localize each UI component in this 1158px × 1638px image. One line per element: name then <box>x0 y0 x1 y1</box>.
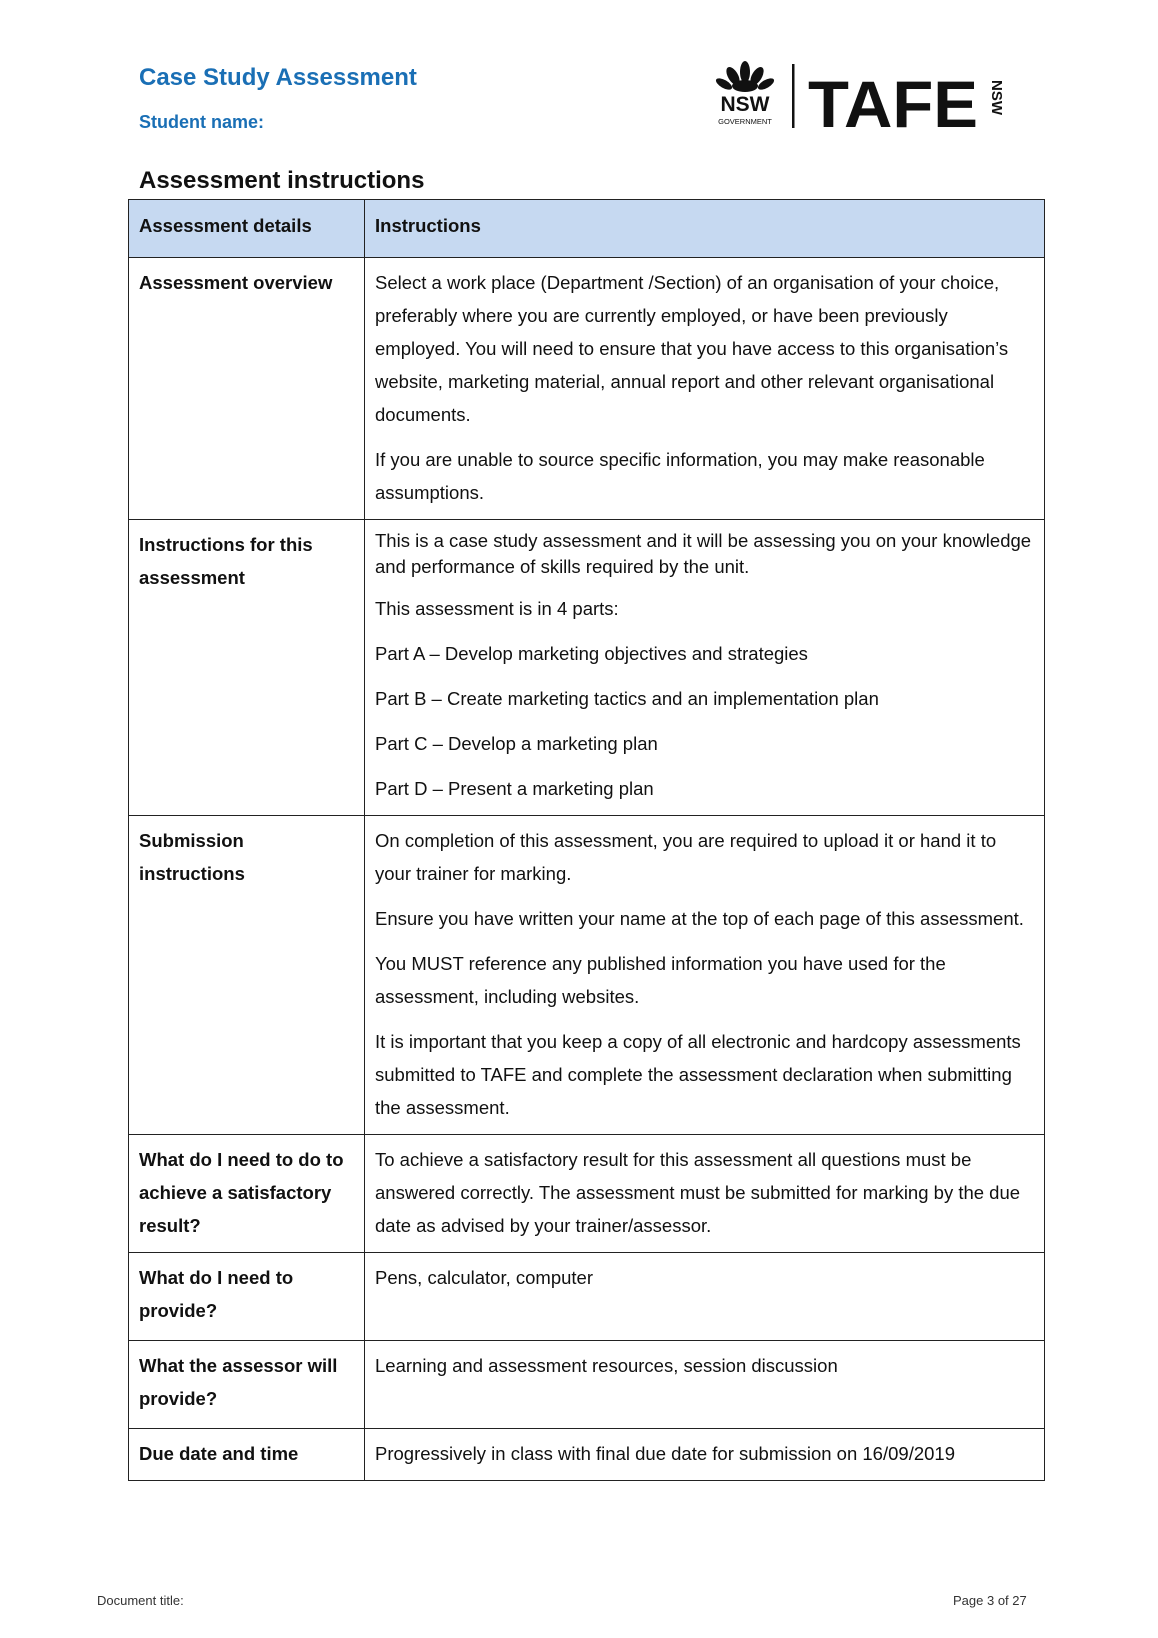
table-row <box>129 1341 1045 1429</box>
row-instructions <box>365 1135 1045 1253</box>
instruction-paragraph: This is a case study assessment and it will be assessing you on your knowledge and performance of skills required by the unit. <box>375 530 1032 577</box>
nsw-text: NSW <box>720 93 770 116</box>
row-label: What do I need to do to achieve a satisfactory result? <box>129 1135 365 1253</box>
row-instructions <box>365 816 1045 1135</box>
tafe-nsw-subtext: NSW <box>988 80 1005 115</box>
instruction-paragraph: Part D – Present a marketing plan <box>375 778 654 799</box>
instruction-paragraph: To achieve a satisfactory result for this assessment all questions must be answered correctly. The assessment must be submitted for marking by the due date as advised by your trainer/assessor. <box>375 1149 1021 1236</box>
table-row <box>129 258 1045 520</box>
nsw-tafe-logo <box>712 58 1022 138</box>
column-header: Assessment details <box>129 200 365 258</box>
row-label: What the assessor will provide? <box>129 1341 365 1429</box>
instruction-paragraph: Select a work place (Department /Section) of an organisation of your choice, preferably where you are currently employed, or have been previously employed. You will need to ensure that you have access to this organisation’s website, marketing material, annual report and other relevant organisational documents. <box>375 272 1009 425</box>
table-row <box>129 1135 1045 1253</box>
row-label: Instructions for this assessment <box>129 520 365 816</box>
table-row <box>129 1253 1045 1341</box>
footer-document-title: Document title: <box>97 1593 184 1608</box>
row-instructions <box>365 1429 1045 1481</box>
table-row <box>129 816 1045 1135</box>
row-label: Due date and time <box>129 1429 365 1481</box>
section-heading: Assessment instructions <box>139 167 425 194</box>
instruction-paragraph: Part B – Create marketing tactics and an implementation plan <box>375 688 879 709</box>
row-label: What do I need to provide? <box>129 1253 365 1341</box>
row-label: Submission instructions <box>129 816 365 1135</box>
row-instructions <box>365 1341 1045 1429</box>
column-header: Instructions <box>365 200 1045 258</box>
row-instructions <box>365 258 1045 520</box>
footer-page-number: Page 3 of 27 <box>953 1593 1027 1608</box>
instruction-paragraph: Part C – Develop a marketing plan <box>375 733 658 754</box>
student-name-label: Student name: <box>139 112 265 132</box>
tafe-text: TAFE <box>808 67 978 138</box>
instruction-paragraph: Learning and assessment resources, session discussion <box>375 1355 838 1376</box>
document-title: Case Study Assessment <box>139 64 417 91</box>
row-label: Assessment overview <box>129 258 365 520</box>
waratah-icon <box>714 61 776 92</box>
government-text: GOVERNMENT <box>718 117 772 126</box>
instruction-paragraph: It is important that you keep a copy of all electronic and hardcopy assessments submitted to TAFE and complete the assessment declaration when submitting the assessment. <box>375 1031 1021 1118</box>
instruction-paragraph: Ensure you have written your name at the top of each page of this assessment. <box>375 908 1024 929</box>
instruction-paragraph: You MUST reference any published information you have used for the assessment, including websites. <box>375 953 946 1007</box>
instruction-paragraph: Progressively in class with final due date for submission on 16/09/2019 <box>375 1443 955 1464</box>
row-instructions <box>365 520 1045 816</box>
instruction-paragraph: On completion of this assessment, you are required to upload it or hand it to your trainer for marking. <box>375 830 997 884</box>
instruction-paragraph: This assessment is in 4 parts: <box>375 598 619 619</box>
logo-divider <box>792 64 795 128</box>
table-header-row <box>129 200 1045 258</box>
row-instructions <box>365 1253 1045 1341</box>
instruction-paragraph: If you are unable to source specific information, you may make reasonable assumptions. <box>375 449 985 503</box>
instruction-paragraph: Pens, calculator, computer <box>375 1267 593 1288</box>
table-row <box>129 1429 1045 1481</box>
assessment-instructions-table <box>128 199 1045 1481</box>
instruction-paragraph: Part A – Develop marketing objectives and strategies <box>375 643 808 664</box>
table-row <box>129 520 1045 816</box>
